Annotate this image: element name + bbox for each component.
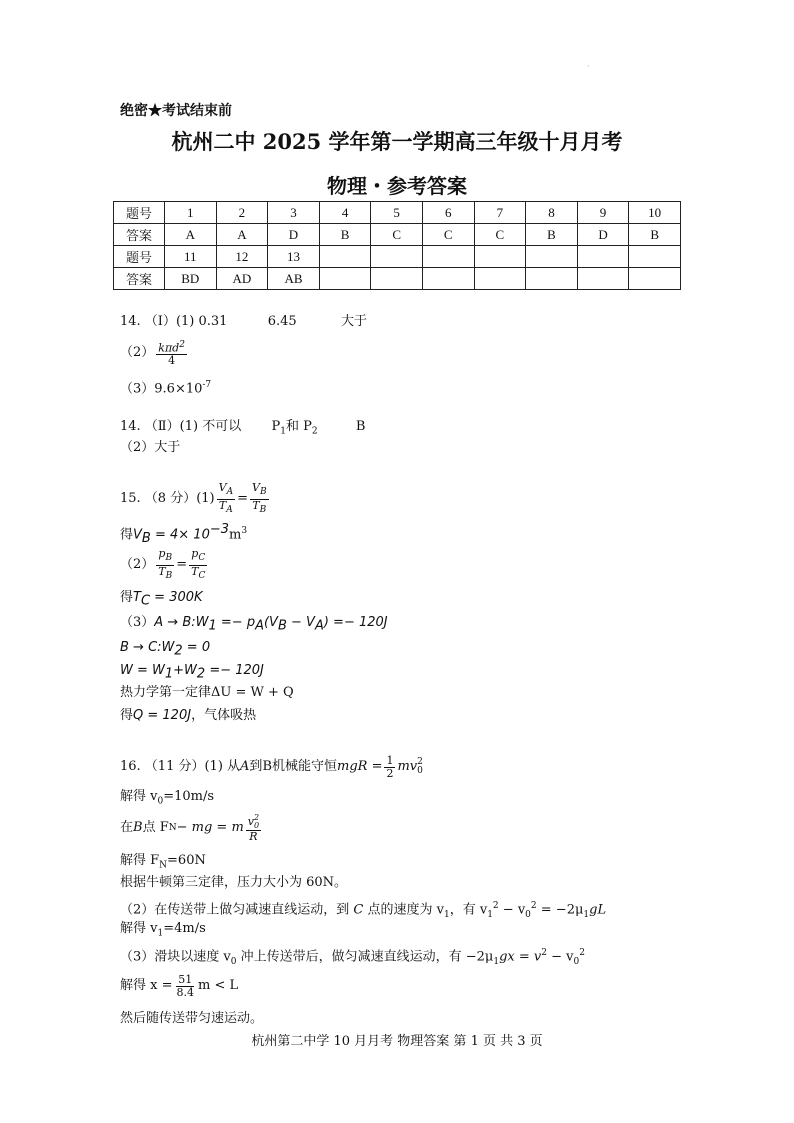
q16-sol4-pre: 解得 x = [120, 978, 173, 993]
q15-p3-eq3: (V [263, 615, 278, 630]
fraction-51-8-4 [175, 974, 197, 999]
answer-table-cell [319, 268, 371, 290]
f2-num-r-sub: C [198, 553, 206, 564]
f1-den-l-sub: A [226, 504, 233, 515]
q14-2-p-label: P [271, 419, 281, 434]
q15-p3-eq5: ) =− 120J [323, 615, 388, 630]
f2-den-l-sub: B [165, 570, 173, 581]
q16-p2-gl: gL [589, 902, 607, 918]
q15-head: 15. （8 分）(1) [120, 491, 215, 506]
q15-p2-prefix: （2） [120, 557, 155, 572]
q16-b-mid: 点 F [142, 820, 169, 835]
q14-1-answer-3: 大于 [340, 314, 367, 329]
q16-sol2-tail: =60N [167, 853, 206, 868]
q16-sol3-text: 解得 v [120, 921, 158, 936]
q15-bc [120, 639, 210, 661]
q15-q-note: ，气体吸热 [191, 708, 257, 723]
answer-table-cell [629, 246, 681, 268]
q16-head-eq: mgR = [337, 759, 383, 774]
q14-1-answer-2: 6.45 [267, 314, 297, 329]
f2-num-l-sub: B [165, 553, 173, 564]
answer-table-cell: C [371, 224, 423, 246]
q16-head: 16. （11 分）(1) 从 [120, 759, 241, 774]
sol4-den: 8.4 [176, 985, 194, 999]
half-num: 1 [386, 753, 394, 767]
q15-p3-eq: A → B:W [154, 615, 209, 630]
q15-w-eq2: =− 120J [205, 663, 264, 678]
answer-table-row [114, 268, 681, 290]
q14-part2-line2: （2）大于 [120, 440, 181, 455]
answer-table-cell: 6 [422, 202, 474, 224]
answer-table-cell [526, 268, 578, 290]
confidential-label: 绝密★考试结束前 [120, 103, 232, 119]
q16-sol4 [120, 968, 238, 1004]
answer-table-cell: A [165, 224, 217, 246]
answer-table-cell [422, 246, 474, 268]
q15-res2-pre: 得 [120, 590, 134, 605]
answer-table-row-label: 题号 [114, 246, 165, 268]
answer-table-cell [474, 246, 526, 268]
q16-mv-sup: 2 [417, 757, 423, 767]
answer-table-row-label: 题号 [114, 202, 165, 224]
answer-table-cell: 5 [371, 202, 423, 224]
f1-num-l-sub: A [226, 487, 234, 498]
q14-2-p2-sub: 2 [311, 426, 318, 437]
answer-table-cell: 9 [577, 202, 629, 224]
q16-b-n: N [168, 823, 177, 833]
q16-p2-v1: 1 [443, 909, 450, 920]
answer-table-cell: B [629, 224, 681, 246]
answer-table-cell: AD [216, 268, 268, 290]
answer-table-cell: 11 [165, 246, 217, 268]
answer-table-cell [577, 268, 629, 290]
q15-w-1: 1 [164, 666, 174, 682]
answer-table-cell [371, 268, 423, 290]
answer-table-cell: 3 [268, 202, 320, 224]
f2-den-r: T [191, 564, 199, 578]
q16-sol1-sub: 0 [157, 796, 164, 807]
q16-newton: 根据牛顿第三定律，压力大小为 60N。 [120, 875, 348, 890]
q15-p3-prefix: （3） [120, 615, 155, 630]
q15-w-2: 2 [196, 666, 206, 682]
fraction-v0sq-r [246, 814, 261, 843]
answer-table-cell [526, 246, 578, 268]
q15-law: 热力学第一定律ΔU = W + Q [120, 685, 294, 700]
q16-p3-mu: 1 [493, 956, 500, 967]
q16-mv: mv [397, 759, 418, 774]
answer-table-cell: B [319, 224, 371, 246]
q16-sol2-text: 解得 F [120, 853, 160, 868]
q16-p3-text: （3）滑块以速度 v [120, 949, 231, 965]
b-num-sup: 2 [254, 812, 260, 822]
q16-p2-text2: 点的速度为 v [363, 902, 444, 918]
b-num: v [247, 814, 254, 828]
f2-den-r-sub: C [198, 570, 206, 581]
q15-line1: 15. （8 分）(1) $\frac{V_A}{T_A}$ = $\frac{V_B}{T_B}$ [120, 481, 267, 515]
f1-num-r-sub: B [259, 487, 267, 498]
q14-1-answer-1: 14. （Ⅰ）(1) 0.31 [120, 314, 228, 329]
q15-res1-unit-sup: 3 [241, 526, 248, 536]
q16-p3-v0: 0 [230, 956, 237, 967]
page-footer: 杭州第二中学 10 月月考 物理答案 第 1 页 共 3 页 [251, 1034, 543, 1049]
q16-sol3-tail: =4m/s [163, 921, 206, 936]
f1-den-r: T [252, 498, 260, 512]
q16-b-pre: 在 [120, 820, 134, 835]
q16-b-point [120, 808, 263, 848]
q16-sol1-tail: =10m/s [163, 789, 215, 804]
b-den: R [249, 829, 258, 843]
q16-p2-s1-sup: 2 [492, 901, 499, 911]
q15-p3-pa: A [255, 618, 264, 634]
frac-denominator: 4 [168, 354, 176, 368]
answer-table-cell: 7 [474, 202, 526, 224]
f1-den-r-sub: B [259, 504, 267, 515]
q16-p3-v0b: 0 [573, 956, 580, 967]
frac-numerator: kπd [158, 341, 180, 355]
q15-res1-sup: −3 [209, 522, 230, 537]
answer-table-cell: 12 [216, 246, 268, 268]
q16-line1 [120, 750, 423, 784]
answer-table-cell: 10 [629, 202, 681, 224]
answer-table-row-label: 答案 [114, 268, 165, 290]
answer-table-cell [371, 246, 423, 268]
q16-last: 然后随传送带匀速运动。 [120, 1011, 264, 1026]
answer-table-cell: C [422, 224, 474, 246]
q16-p2-rhs: = −2μ [536, 902, 584, 918]
q14-part1-line2 [120, 336, 189, 370]
q14-part1-line3 [120, 376, 211, 398]
answer-table-row [114, 224, 681, 246]
q15-bc-w2: 2 [174, 643, 183, 659]
q14-2-answer-1: 14. （Ⅱ）(1) 不可以 [120, 419, 242, 434]
answer-table-cell: 1 [165, 202, 217, 224]
fraction-vb-tb [250, 482, 269, 515]
answer-table-row [114, 246, 681, 268]
q15-res1-eq: = 4× 10 [150, 527, 210, 543]
b-num-sub: 0 [254, 820, 260, 830]
q15-res2-sub: C [140, 593, 151, 609]
q15-res1-pre: 得 [120, 527, 134, 543]
answer-table-cell: D [577, 224, 629, 246]
answer-table-cell [629, 268, 681, 290]
q16-p2-s0: 0 [525, 909, 531, 920]
q14-1-answer-3-value: （3）9.6×10 [120, 381, 203, 397]
q16-p2-s0-sup: 2 [530, 901, 537, 911]
q14-part2-line1 [120, 418, 365, 441]
q16-point-a: A [240, 759, 250, 774]
frac-numerator-sup: 2 [179, 339, 185, 350]
q16-p3-v0b-sup: 2 [579, 948, 585, 958]
q16-b-eq: − mg = m [176, 820, 244, 835]
q16-head-mid: 到 [249, 759, 263, 774]
q15-p3-eq4: − V [286, 615, 315, 630]
q16-p2-text: （2）在传送带上做匀减速直线运动，到 [120, 902, 354, 918]
q14-2-and: 和 P [285, 419, 312, 434]
q16-p2-text3: ，有 v [449, 902, 488, 918]
answer-table-cell: B [526, 224, 578, 246]
answer-table-cell: 13 [268, 246, 320, 268]
q15-q-eq: Q = 120J [133, 708, 192, 723]
q14-2-answer-b: B [355, 419, 366, 434]
answer-table-cell: 4 [319, 202, 371, 224]
answer-table-cell: A [216, 224, 268, 246]
q14-1-answer-3-exp: -7 [202, 380, 212, 390]
q16-sol2-sub: N [159, 860, 168, 871]
q15-res1-unit: m [229, 527, 242, 543]
answer-table-cell [474, 268, 526, 290]
answer-table-cell: BD [165, 268, 217, 290]
f1-num-r: V [251, 481, 260, 495]
q16-p2-c: C [353, 902, 364, 918]
q15-res1-var: V [133, 527, 142, 543]
page-title: 杭州二中 2025 学年第一学期高三年级十月月考 [171, 129, 623, 154]
q16-sol2 [120, 852, 206, 875]
q16-p3-gx: gx = v [499, 949, 542, 965]
q16-p3-text2: 冲上传送带后，做匀减速直线运动，有 −2μ [236, 949, 494, 965]
answer-table-row-label: 答案 [114, 224, 165, 246]
q15-w [120, 662, 264, 684]
q15-q-pre: 得 [120, 708, 134, 723]
q16-head-tail: 机械能守恒 [272, 759, 338, 774]
q15-bc-eq: B → C:W [120, 640, 175, 655]
q15-line2: （2） $\frac{p_B}{T_B}$ = $\frac{p_C}{T_C}$ [120, 547, 206, 581]
q14-1-label-2: （2） [120, 345, 155, 360]
q16-sol3-sub: 1 [157, 928, 164, 939]
q15-bc-eq2: = 0 [182, 640, 211, 655]
q15-result2 [120, 589, 203, 611]
answer-table-cell [319, 246, 371, 268]
q15-p3-w1: 1 [208, 618, 217, 634]
q15-res2-var: T [133, 590, 141, 605]
answer-table-cell [422, 268, 474, 290]
q14-part1-line1 [120, 313, 367, 331]
f2-den-l: T [158, 564, 166, 578]
q14-2-p1-sub: 1 [280, 426, 286, 437]
q16-sol4-tail: m < L [198, 978, 239, 993]
q16-p3-v-sup: 2 [541, 948, 547, 958]
q15-p3-eq2: =− p [216, 615, 256, 630]
q16-mv-sub: 0 [417, 766, 423, 776]
sol4-num: 51 [178, 972, 193, 986]
fraction-va-ta [217, 482, 235, 515]
answer-table-row [114, 202, 681, 224]
f2-num-l: p [158, 547, 166, 561]
page-subtitle: 物理・参考答案 [327, 174, 467, 198]
q16-sol3 [120, 920, 206, 943]
q15-q [120, 707, 256, 725]
f1-num-l: V [218, 481, 227, 495]
q15-p3-va: A [314, 618, 324, 634]
q16-p3-minus: − v [547, 949, 574, 965]
answer-table-cell: 8 [526, 202, 578, 224]
q16-b-b: B [133, 820, 143, 835]
answer-table-cell: D [268, 224, 320, 246]
answer-table-cell: C [474, 224, 526, 246]
f2-num-r: p [191, 547, 199, 561]
f1-den-l: T [218, 498, 227, 512]
q15-res2-eq: = 300K [150, 590, 203, 605]
q15-w-plus: +W [173, 663, 197, 678]
corner-mark: · [587, 62, 590, 71]
fraction-pb-tb [156, 548, 174, 581]
q16-sol1-text: 解得 v [120, 789, 158, 804]
answer-table-cell: AB [268, 268, 320, 290]
q16-p2-mu: 1 [583, 909, 590, 920]
q15-part3 [120, 614, 388, 636]
half-den: 2 [386, 766, 394, 780]
q16-point-b: B [262, 759, 272, 774]
q15-w-eq: W = W [120, 663, 165, 678]
fraction-half [384, 755, 395, 780]
answer-table [113, 201, 681, 290]
q16-p2-s1: 1 [487, 909, 493, 920]
q16-p2-minus: − v [498, 902, 526, 918]
answer-table-cell [577, 246, 629, 268]
answer-table-cell: 2 [216, 202, 268, 224]
q15-res1-sub: B [141, 530, 151, 546]
q15-p3-vb: B [277, 618, 287, 634]
q16-part3 [120, 944, 585, 971]
fraction-pc-tc [189, 548, 207, 581]
fraction-k-pi-d2 [156, 339, 187, 368]
q15-result1 [120, 521, 247, 548]
